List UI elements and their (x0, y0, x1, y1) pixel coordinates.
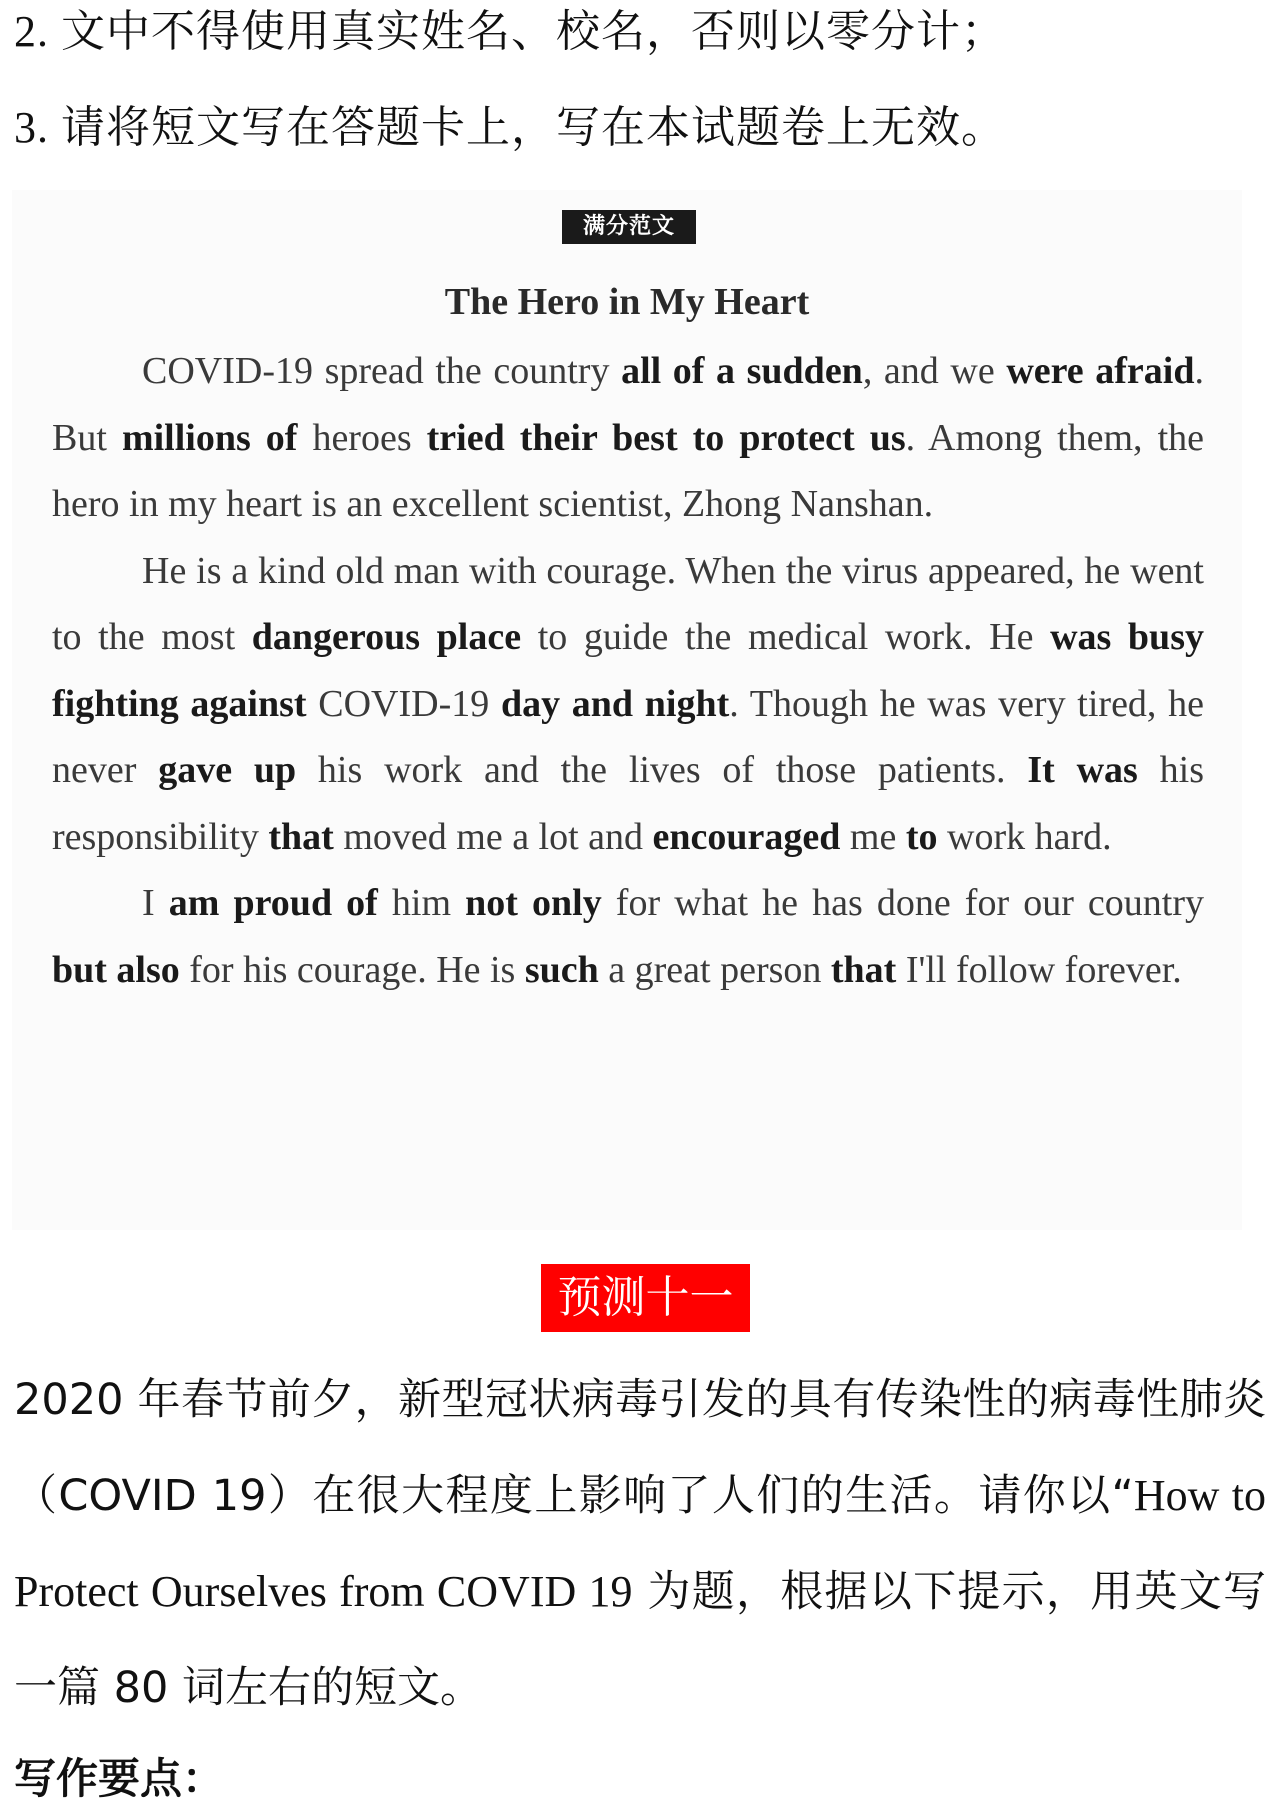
essay-key-phrase: to (905, 815, 938, 858)
essay-key-phrase: gave up (158, 749, 297, 791)
rule-text: 请将短文写在答题卡上，写在本试题卷上无效。 (61, 102, 1006, 153)
section-heading: 预测十一 (541, 1264, 750, 1332)
essay-key-phrase: all of a sudden (621, 350, 863, 392)
writing-points-heading: 写作要点： (14, 1754, 225, 1803)
essay-text: COVID-19 spread the country (142, 350, 622, 392)
essay-text: his responsibility (52, 749, 1204, 858)
rule-number: 3. (14, 103, 49, 152)
instruction-rule-2 (14, 4, 1006, 60)
essay-key-phrase: were afraid (1006, 350, 1195, 392)
essay-text: COVID-19 (306, 682, 501, 725)
essay-paragraph-2 (52, 538, 1204, 871)
essay-key-phrase: that (268, 815, 334, 858)
essay-text: him (377, 882, 466, 924)
essay-text: I (142, 882, 169, 924)
full-score-badge: 满分范文 (562, 210, 696, 244)
essay-key-phrase: day and night (500, 682, 730, 725)
essay-key-phrase: am proud of (168, 882, 378, 924)
essay-key-phrase: millions of (121, 416, 298, 459)
prompt-title: How to Protect Ourselves from COVID 19 (14, 1471, 1267, 1616)
essay-text: for his courage. He is (179, 948, 525, 991)
essay-key-phrase: but also (52, 948, 180, 991)
writing-prompt (14, 1352, 1266, 1736)
essay-key-phrase: tried their best to protect us (426, 416, 906, 459)
model-essay-scan (12, 190, 1242, 1230)
essay-text: moved me a lot and (333, 815, 653, 858)
rule-text: 文中不得使用真实姓名、校名，否则以零分计； (61, 6, 1006, 57)
essay-text: for what he has done for our country (601, 882, 1205, 924)
essay-key-phrase: was busy fighting against (52, 616, 1204, 725)
essay-text: . Among them, the hero in my heart is an excellent scientist, Zhong Nanshan. (52, 416, 1205, 525)
instruction-rule-3 (14, 100, 1006, 156)
essay-text: a great person (598, 948, 831, 991)
essay-key-phrase: such (524, 948, 599, 991)
essay-text: me (840, 815, 906, 858)
prompt-text-1: 2020 年春节前夕，新型冠状病毒引发的具有传染性的病毒性肺炎（COVID 19）在很大程度上影响了人们的生活。请你以“ (14, 1375, 1266, 1521)
essay-text: . But (52, 350, 1204, 459)
essay-text: I'll follow forever. (896, 948, 1182, 991)
essay-key-phrase: dangerous place (251, 616, 522, 658)
essay-key-phrase: not only (465, 882, 602, 924)
essay-key-phrase: that (830, 948, 897, 991)
essay-text: He is a kind old man with courage. When the virus appeared, he went to the most (52, 549, 1204, 658)
essay-key-phrase: It was (1027, 749, 1138, 791)
prompt-text-2: 为题，根据以下提示，用英文写一篇 80 词左右的短文。 (14, 1567, 1266, 1713)
essay-body (52, 338, 1204, 1003)
essay-paragraph-3 (52, 870, 1204, 1003)
essay-key-phrase: encouraged (652, 815, 841, 858)
essay-text: his work and the lives of those patients. (296, 749, 1028, 791)
essay-text: . Though he was very tired, he never (52, 682, 1205, 791)
essay-text: to guide the medical work. He (521, 616, 1051, 658)
essay-paragraph-1 (52, 338, 1204, 538)
rule-number: 2. (14, 7, 49, 56)
essay-text: heroes (297, 416, 427, 459)
essay-title: The Hero in My Heart (444, 281, 810, 323)
essay-text: , and we (862, 350, 1007, 392)
essay-text: work hard. (937, 815, 1112, 858)
